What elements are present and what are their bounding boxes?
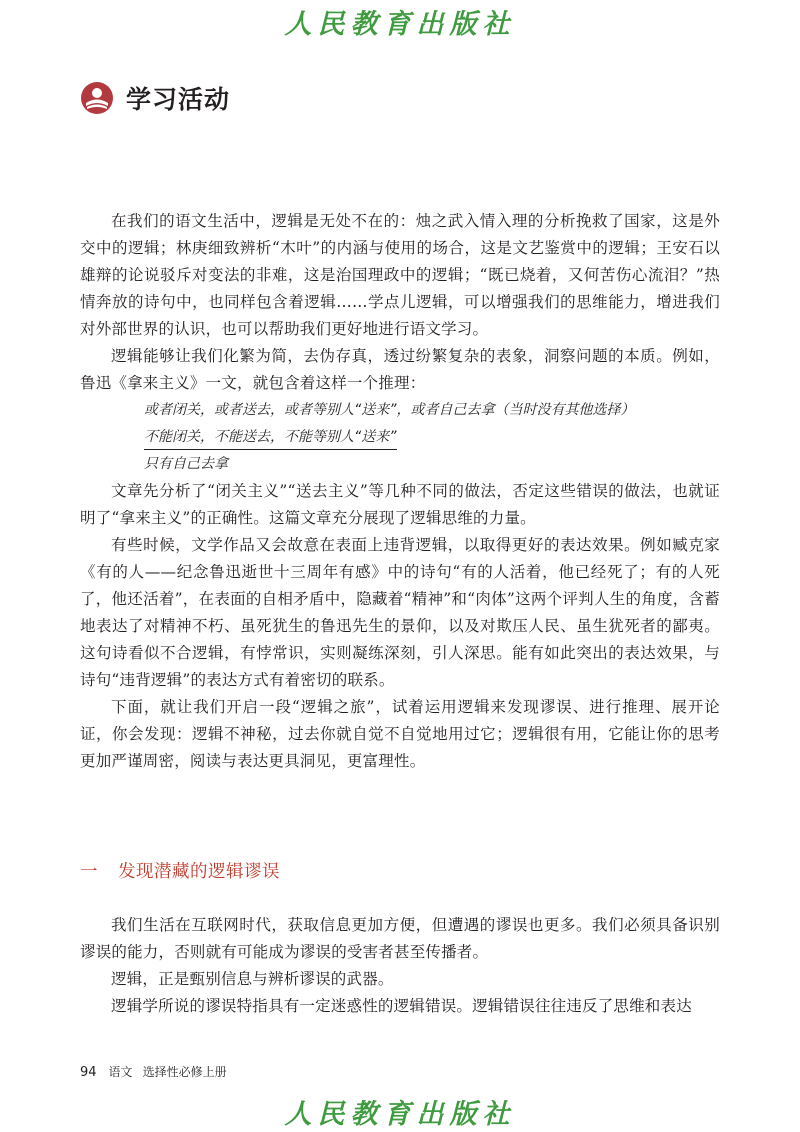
footer-book: 选择性必修上册 <box>142 1065 227 1079</box>
subsection-title: 发现潜藏的逻辑谬误 <box>118 862 280 882</box>
publisher-logo-bottom: 人民教育出版社 <box>284 1099 516 1130</box>
paragraph: 逻辑能够让我们化繁为简，去伪存真，透过纷繁复杂的表象，洞察问题的本质。例如，鲁迅《拿来主义》一文，就包含着这样一个推理： <box>80 347 720 392</box>
reasoning-block <box>80 397 720 478</box>
section-title: 学习活动 <box>126 85 231 114</box>
subsection-body <box>80 912 720 1020</box>
paragraph: 我们生活在互联网时代，获取信息更加方便，但遭遇的谬误也更多。我们必须具备识别谬误的能力，否则就有可能成为谬误的受害者甚至传播者。 <box>80 916 720 961</box>
intro-block <box>80 208 720 775</box>
page-footer <box>80 1063 227 1080</box>
paragraph: 有些时候，文学作品又会故意在表面上违背逻辑，以取得更好的表达效果。例如臧克家《有的人——纪念鲁迅逝世十三周年有感》中的诗句“有的人活着，他已经死了；有的人死了，他还活着”，在表面的自相矛盾中，隐藏着“精神”和“肉体”这两个评判人生的角度，含蓄地表达了对精神不朽、虽死犹生的鲁迅先生的景仰，以及对欺压人民、虽生犹死者的鄙夷。这句诗看似不合逻辑，有悖常识，实则凝练深刻，引人深思。能有如此突出的表达效果，与诗句“违背逻辑”的表达方式有着密切的联系。 <box>80 536 720 689</box>
paragraph: 在我们的语文生活中，逻辑是无处不在的：烛之武入情入理的分析挽救了国家，这是外交中的逻辑；林庚细致辨析“木叶”的内涵与使用的场合，这是文艺鉴赏中的逻辑；王安石以雄辩的论说驳斥对变法的非难，这是治国理政中的逻辑；“既已烧着，又何苦伤心流泪？”热情奔放的诗句中，也同样包含着逻辑……学点儿逻辑，可以增强我们的思维能力，增进我们对外部世界的认识，也可以帮助我们更好地进行语文学习。 <box>80 212 720 338</box>
reader-icon <box>80 81 114 115</box>
premise-major: 或者闭关，或者送去，或者等别人“送来”，或者自己去拿（当时没有其他选择） <box>144 402 635 418</box>
footer-subject: 语文 <box>108 1065 133 1079</box>
page-number: 94 <box>80 1065 97 1080</box>
publisher-logo-top: 人民教育出版社 <box>284 9 516 40</box>
paragraph: 文章先分析了“闭关主义”“送去主义”等几种不同的做法，否定这些错误的做法，也就证明了“拿来主义”的正确性。这篇文章充分展现了逻辑思维的力量。 <box>80 482 720 527</box>
paragraph: 下面，就让我们开启一段“逻辑之旅”，试着运用逻辑来发现谬误、进行推理、展开论证，你会发现：逻辑不神秘，过去你就自觉不自觉地用过它；逻辑很有用，它能让你的思考更加严谨周密，阅读与表达更具洞见，更富理性。 <box>80 698 720 770</box>
paragraph: 逻辑学所说的谬误特指具有一定迷惑性的逻辑错误。逻辑错误往往违反了思维和表达 <box>111 997 692 1015</box>
paragraph: 逻辑，正是甄别信息与辨析谬误的武器。 <box>111 970 394 988</box>
conclusion: 只有自己去拿 <box>144 456 228 472</box>
premise-minor: 不能闭关，不能送去，不能等别人“送来” <box>144 426 397 450</box>
subsection-heading <box>80 858 280 883</box>
section-header <box>80 78 230 118</box>
subsection-number: 一 <box>80 862 98 882</box>
